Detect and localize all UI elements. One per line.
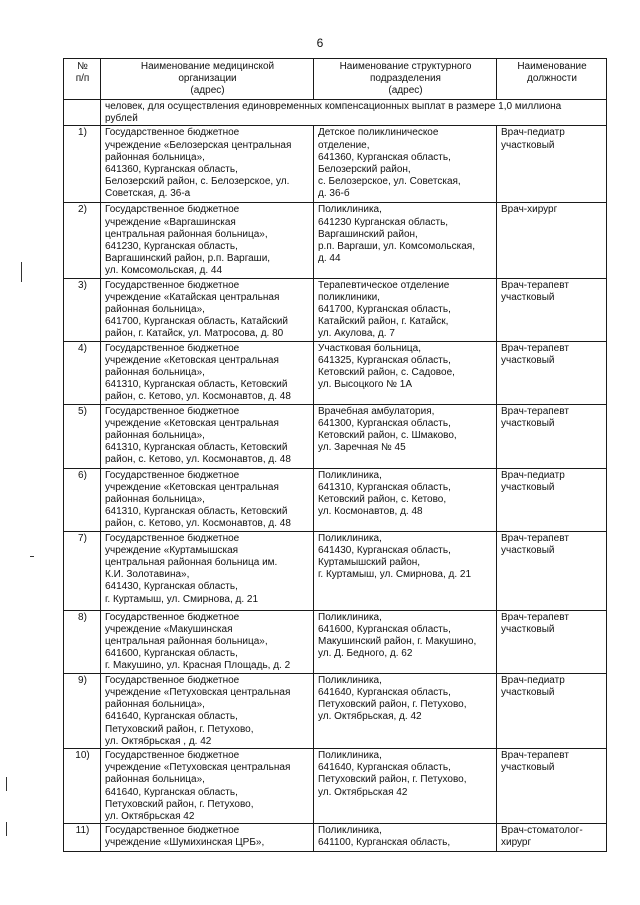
- cell-text-line: ул. Космонавтов, д. 48: [318, 506, 423, 518]
- table-row: [64, 341, 607, 404]
- organization-cell: [101, 203, 314, 278]
- cell-text-line: Государственное бюджетное: [105, 825, 240, 837]
- cell-text-line: 641640, Курганская область,: [105, 786, 238, 798]
- cell-text-line: 641230 Курганская область,: [318, 216, 449, 228]
- cell-text-line: Врачебная амбулатория,: [318, 405, 435, 417]
- cell-text-line: Врач-терапевт: [501, 279, 569, 291]
- cell-text-line: Врач-терапевт: [501, 749, 569, 761]
- cell-text-line: центральная районная больница»,: [105, 636, 268, 648]
- cell-text-line: 641100, Курганская область,: [318, 837, 451, 849]
- cell-text-line: участковый: [501, 291, 555, 303]
- cell-text-line: учреждение «Петуховская центральная: [105, 762, 291, 774]
- cell-text-line: ул. Заречная № 45: [318, 442, 406, 454]
- cell-text-line: участковый: [501, 623, 555, 635]
- header-unit: Наименование структурного подразделения (адрес): [314, 59, 497, 100]
- table-row: [64, 824, 607, 852]
- cell-text-line: Участковая больница,: [318, 342, 421, 354]
- cell-text-line: районная больница»,: [105, 774, 205, 786]
- continuation-row: [64, 100, 607, 126]
- cell-text-line: г. Макушино, ул. Красная Площадь, д. 2: [105, 660, 291, 672]
- cell-text-line: Государственное бюджетное: [105, 279, 240, 291]
- cell-text-line: учреждение «Кетовская центральная: [105, 354, 279, 366]
- cell-text-line: учреждение «Кетовская центральная: [105, 481, 279, 493]
- cell-text-line: ул. Комсомольская, д. 44: [105, 265, 223, 277]
- position-cell: [497, 278, 607, 341]
- cell-text-line: учреждение «Кетовская центральная: [105, 417, 279, 429]
- cell-text-line: Врач-педиатр: [501, 127, 565, 139]
- continuation-text: человек, для осуществления единовременных компенсационных выплат в размере 1,0 миллиона рублей: [101, 100, 607, 126]
- table-row: [64, 203, 607, 278]
- table-row: [64, 278, 607, 341]
- cell-text-line: Макушинский район, г. Макушино,: [318, 636, 477, 648]
- scan-mark: [21, 262, 22, 282]
- position-cell: [497, 203, 607, 278]
- cell-text-line: Врач-терапевт: [501, 342, 569, 354]
- cell-text-line: Врач-терапевт: [501, 611, 569, 623]
- row-number: 7): [64, 531, 101, 610]
- cell-text-line: Варгашинский район,: [318, 228, 418, 240]
- position-cell: [497, 673, 607, 748]
- cell-text-line: Кетовский район, с. Шмаково,: [318, 430, 457, 442]
- unit-cell: [314, 748, 497, 823]
- cell-text-line: ул. Акулова, д. 7: [318, 328, 395, 340]
- position-cell: [497, 610, 607, 673]
- cell-text-line: Варгашинский район, р.п. Варгаши,: [105, 253, 271, 265]
- cell-text-line: учреждение «Куртамышская: [105, 544, 239, 556]
- cell-text-line: Петуховский район, г. Петухово,: [105, 723, 254, 735]
- cell-text-line: учреждение «Варгашинская: [105, 216, 236, 228]
- cell-text-line: Государственное бюджетное: [105, 532, 240, 544]
- cell-text-line: 641430, Курганская область,: [105, 581, 238, 593]
- cell-text-line: Врач-терапевт: [501, 405, 569, 417]
- table-row: [64, 126, 607, 203]
- cell-text-line: 641430, Курганская область,: [318, 544, 451, 556]
- header-organization: Наименование медицинской организации (адрес): [101, 59, 314, 100]
- cell-text-line: поликлиники,: [318, 291, 380, 303]
- cell-text-line: 641310, Курганская область,: [318, 481, 451, 493]
- cell-text-line: участковый: [501, 354, 555, 366]
- cell-text-line: Петуховский район, г. Петухово,: [318, 699, 467, 711]
- cell-text-line: районная больница»,: [105, 494, 205, 506]
- unit-cell: [314, 531, 497, 610]
- cell-text-line: Белозерский район,: [318, 164, 411, 176]
- row-number: 10): [64, 748, 101, 823]
- cell-text-line: 641600, Курганская область,: [318, 623, 451, 635]
- table-row: [64, 748, 607, 823]
- cell-text-line: Врач-терапевт: [501, 532, 569, 544]
- cell-text-line: Государственное бюджетное: [105, 127, 240, 139]
- cell-text-line: учреждение «Макушинская: [105, 623, 233, 635]
- row-number: 3): [64, 278, 101, 341]
- organization-cell: [101, 126, 314, 203]
- table-row: [64, 404, 607, 468]
- cell-text-line: Поликлиника,: [318, 611, 382, 623]
- cell-text-line: Советская, д. 36-а: [105, 188, 191, 200]
- cell-text-line: Детское поликлиническое: [318, 127, 439, 139]
- position-cell: [497, 748, 607, 823]
- cell-text-line: ул. Октябрьская 42: [318, 786, 408, 798]
- cell-text-line: 641230, Курганская область,: [105, 241, 238, 253]
- table-row: [64, 610, 607, 673]
- cell-text-line: участковый: [501, 762, 555, 774]
- cell-text-line: 641310, Курганская область, Кетовский: [105, 506, 288, 518]
- position-cell: [497, 126, 607, 203]
- cell-text-line: учреждение «Петуховская центральная: [105, 686, 291, 698]
- cell-text-line: 641300, Курганская область,: [318, 417, 451, 429]
- cell-text-line: участковый: [501, 417, 555, 429]
- cell-text-line: 641600, Курганская область,: [105, 648, 238, 660]
- organization-cell: [101, 673, 314, 748]
- cell-text-line: Государственное бюджетное: [105, 674, 240, 686]
- cell-text-line: участковый: [501, 139, 555, 151]
- cell-text-line: Государственное бюджетное: [105, 405, 240, 417]
- cell-text-line: учреждение «Белозерская центральная: [105, 139, 292, 151]
- cell-text-line: р.п. Варгаши, ул. Комсомольская,: [318, 241, 475, 253]
- cell-text-line: Петуховский район, г. Петухово,: [105, 798, 254, 810]
- cell-text-line: г. Куртамыш, ул. Смирнова, д. 21: [318, 569, 472, 581]
- cell-text-line: центральная районная больница»,: [105, 228, 268, 240]
- cell-text-line: районная больница»,: [105, 151, 205, 163]
- page-number: 6: [316, 36, 324, 50]
- cell-text-line: 641325, Курганская область,: [318, 354, 451, 366]
- cell-text-line: 641310, Курганская область, Кетовский: [105, 442, 288, 454]
- unit-cell: [314, 278, 497, 341]
- cell-text-line: Поликлиника,: [318, 204, 382, 216]
- cell-text-line: ул. Октябрьская, д. 42: [318, 711, 422, 723]
- cell-text-line: г. Куртамыш, ул. Смирнова, д. 21: [105, 593, 259, 605]
- row-number: 8): [64, 610, 101, 673]
- cell-text-line: д. 36-б: [318, 188, 350, 200]
- cell-text-line: центральная районная больница им.: [105, 557, 278, 569]
- continuation-num-cell: [64, 100, 101, 126]
- cell-text-line: отделение,: [318, 139, 370, 151]
- scan-mark: [6, 822, 7, 836]
- cell-text-line: Петуховский район, г. Петухово,: [318, 774, 467, 786]
- cell-text-line: хирург: [501, 837, 532, 849]
- header-position: Наименование должности: [497, 59, 607, 100]
- cell-text-line: Врач-педиатр: [501, 674, 565, 686]
- cell-text-line: районная больница»,: [105, 367, 205, 379]
- position-cell: [497, 531, 607, 610]
- cell-text-line: Терапевтическое отделение: [318, 279, 450, 291]
- row-number: 1): [64, 126, 101, 203]
- position-cell: [497, 468, 607, 531]
- cell-text-line: д. 44: [318, 253, 341, 265]
- cell-text-line: Государственное бюджетное: [105, 749, 240, 761]
- row-number: 6): [64, 468, 101, 531]
- cell-text-line: Поликлиника,: [318, 749, 382, 761]
- organization-cell: [101, 748, 314, 823]
- cell-text-line: ул. Высоцкого № 1А: [318, 379, 412, 391]
- table-row: [64, 531, 607, 610]
- cell-text-line: участковый: [501, 481, 555, 493]
- cell-text-line: 641360, Курганская область,: [105, 164, 238, 176]
- cell-text-line: район, с. Кетово, ул. Космонавтов, д. 48: [105, 518, 291, 530]
- row-number: 9): [64, 673, 101, 748]
- cell-text-line: Государственное бюджетное: [105, 342, 240, 354]
- position-cell: [497, 824, 607, 852]
- unit-cell: [314, 203, 497, 278]
- cell-text-line: Куртамышский район,: [318, 557, 421, 569]
- cell-text-line: участковый: [501, 686, 555, 698]
- organization-cell: [101, 531, 314, 610]
- cell-text-line: районная больница»,: [105, 430, 205, 442]
- cell-text-line: учреждение «Шумихинская ЦРБ»,: [105, 837, 265, 849]
- cell-text-line: К.И. Золотавина»,: [105, 569, 190, 581]
- cell-text-line: район, с. Кетово, ул. Космонавтов, д. 48: [105, 454, 291, 466]
- cell-text-line: Государственное бюджетное: [105, 204, 240, 216]
- organization-cell: [101, 278, 314, 341]
- cell-text-line: Поликлиника,: [318, 469, 382, 481]
- position-cell: [497, 404, 607, 468]
- cell-text-line: 641700, Курганская область,: [318, 304, 451, 316]
- table-row: [64, 468, 607, 531]
- cell-text-line: Государственное бюджетное: [105, 469, 240, 481]
- cell-text-line: Врач-стоматолог-: [501, 825, 583, 837]
- positions-table: [63, 58, 607, 852]
- organization-cell: [101, 341, 314, 404]
- unit-cell: [314, 673, 497, 748]
- scan-mark: [30, 556, 34, 557]
- organization-cell: [101, 404, 314, 468]
- scan-mark: [6, 777, 7, 791]
- cell-text-line: 641310, Курганская область, Кетовский: [105, 379, 288, 391]
- organization-cell: [101, 610, 314, 673]
- cell-text-line: Белозерский район, с. Белозерское, ул.: [105, 176, 290, 188]
- unit-cell: [314, 468, 497, 531]
- position-cell: [497, 341, 607, 404]
- cell-text-line: 641640, Курганская область,: [105, 711, 238, 723]
- cell-text-line: участковый: [501, 544, 555, 556]
- cell-text-line: 641700, Курганская область, Катайский: [105, 316, 288, 328]
- cell-text-line: Кетовский район, с. Кетово,: [318, 494, 447, 506]
- unit-cell: [314, 341, 497, 404]
- cell-text-line: районная больница»,: [105, 304, 205, 316]
- table-row: [64, 673, 607, 748]
- row-number: 11): [64, 824, 101, 852]
- unit-cell: [314, 610, 497, 673]
- cell-text-line: Катайский район, г. Катайск,: [318, 316, 449, 328]
- unit-cell: [314, 126, 497, 203]
- unit-cell: [314, 404, 497, 468]
- cell-text-line: Поликлиника,: [318, 674, 382, 686]
- cell-text-line: 641360, Курганская область,: [318, 151, 451, 163]
- organization-cell: [101, 824, 314, 852]
- cell-text-line: Поликлиника,: [318, 825, 382, 837]
- unit-cell: [314, 824, 497, 852]
- cell-text-line: Кетовский район, с. Садовое,: [318, 367, 455, 379]
- cell-text-line: с. Белозерское, ул. Советская,: [318, 176, 461, 188]
- cell-text-line: Государственное бюджетное: [105, 611, 240, 623]
- cell-text-line: Врач-педиатр: [501, 469, 565, 481]
- header-num: № п/п: [64, 59, 101, 100]
- cell-text-line: 641640, Курганская область,: [318, 686, 451, 698]
- cell-text-line: район, с. Кетово, ул. Космонавтов, д. 48: [105, 391, 291, 403]
- cell-text-line: ул. Октябрьская 42: [105, 810, 195, 822]
- table-header-row: [64, 59, 607, 100]
- cell-text-line: ул. Д. Бедного, д. 62: [318, 648, 413, 660]
- cell-text-line: район, г. Катайск, ул. Матросова, д. 80: [105, 328, 284, 340]
- cell-text-line: учреждение «Катайская центральная: [105, 291, 280, 303]
- row-number: 4): [64, 341, 101, 404]
- row-number: 5): [64, 404, 101, 468]
- cell-text-line: Врач-хирург: [501, 204, 558, 216]
- row-number: 2): [64, 203, 101, 278]
- cell-text-line: районная больница»,: [105, 699, 205, 711]
- cell-text-line: ул. Октябрьская , д. 42: [105, 735, 212, 747]
- cell-text-line: 641640, Курганская область,: [318, 762, 451, 774]
- organization-cell: [101, 468, 314, 531]
- cell-text-line: Поликлиника,: [318, 532, 382, 544]
